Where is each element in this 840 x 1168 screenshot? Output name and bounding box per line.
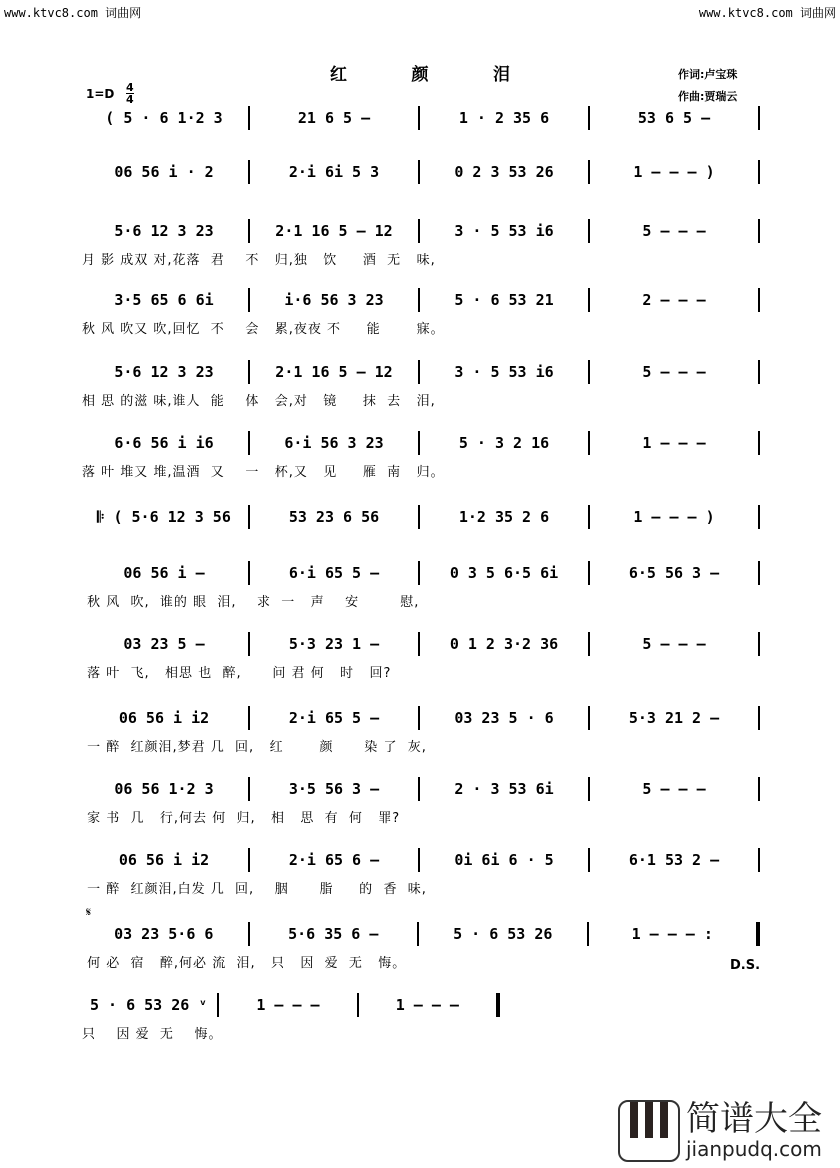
- measure: 5·6 35 6 –: [288, 925, 379, 943]
- bar-line: [758, 706, 760, 730]
- title-char: 泪: [493, 65, 510, 85]
- bar-line: [758, 431, 760, 455]
- measure: 6·i 65 5 –: [288, 564, 380, 582]
- measure: 06 56 1·2 3: [114, 780, 214, 798]
- segno-sign: 𝄋: [86, 905, 92, 919]
- bar-line: [758, 160, 760, 184]
- measure: 03 23 5 · 6: [454, 709, 554, 727]
- measure: 1 – – – ): [633, 508, 715, 526]
- measure: 03 23 5·6 6: [114, 925, 214, 943]
- piano-icon: [618, 1100, 680, 1162]
- measure: 53 23 6 56: [288, 508, 380, 526]
- measure: 21 6 5 –: [297, 109, 371, 127]
- lyric-line: 何 必 宿 醉,何必 流 泪, 只 因 爱 无 悔。: [82, 956, 407, 971]
- notation-line: [80, 706, 760, 730]
- measure: 6·6 56 i i6: [114, 434, 214, 452]
- measure: 06 56 i i2: [118, 709, 210, 727]
- notation-line: [80, 777, 760, 801]
- bar-line: [758, 561, 760, 585]
- measure: 5 – – –: [642, 222, 706, 240]
- notation-line: [80, 922, 760, 946]
- measure: 1 – – –: [642, 434, 706, 452]
- measure: 5 · 3 2 16: [458, 434, 550, 452]
- bar-line: [758, 848, 760, 872]
- lyric-line: 一 醉 红颜泪,梦君 几 回, 红 颜 染 了 灰,: [82, 740, 427, 755]
- measure: 2·i 65 5 –: [288, 709, 380, 727]
- bar-line: [758, 219, 760, 243]
- measure: 2·1 16 5 – 12: [275, 222, 393, 240]
- bar-line: [758, 505, 760, 529]
- measure: 5 · 6 53 26 ᵛ: [89, 996, 208, 1014]
- measure: 53 6 5 –: [637, 109, 711, 127]
- bar-line: [758, 106, 760, 130]
- measure: 6·i 56 3 23: [284, 434, 384, 452]
- lyricist: 作词:卢宝珠: [678, 68, 738, 81]
- bar-line: [496, 993, 500, 1017]
- measure: 6·1 53 2 –: [628, 851, 720, 869]
- measure: 06 56 i –: [123, 564, 205, 582]
- bar-line: [758, 632, 760, 656]
- measure: 1 – – –: [395, 996, 459, 1014]
- measure: 0 2 3 53 26: [454, 163, 554, 181]
- measure: i·6 56 3 23: [284, 291, 384, 309]
- measure: 0 3 5 6·5 6i: [449, 564, 559, 582]
- measure: ( 5 · 6 1·2 3: [105, 109, 223, 127]
- lyric-line: 落 叶 飞, 相思 也 醉, 问 君 何 时 回?: [82, 666, 392, 681]
- composer: 作曲:贾瑞云: [678, 90, 738, 103]
- measure: 3·5 65 6 6i: [114, 291, 214, 309]
- lyric-line: 相 思 的滋 味,谁人 能 体 会,对 镜 抹 去 泪,: [82, 394, 436, 409]
- time-sig-top: 4: [126, 81, 134, 94]
- dal-segno-mark: D.S.: [730, 958, 761, 973]
- measure: 𝄆 ( 5·6 12 3 56: [97, 508, 231, 526]
- lyric-line: 只 因 爱 无 悔。: [82, 1027, 223, 1042]
- notation-line: [80, 106, 760, 130]
- measure: 5·3 21 2 –: [628, 709, 720, 727]
- measure: 3 · 5 53 i6: [454, 222, 554, 240]
- time-signature: [126, 82, 134, 105]
- notation-line: [80, 993, 500, 1017]
- measure: 2 – – –: [642, 291, 706, 309]
- measure: 5 · 6 53 26: [453, 925, 553, 943]
- measure: 2 · 3 53 6i: [454, 780, 554, 798]
- measure: 2·1 16 5 – 12: [275, 363, 393, 381]
- measure: 5·3 23 1 –: [288, 635, 380, 653]
- lyric-line: 秋 风 吹又 吹,回忆 不 会 累,夜夜 不 能 寐。: [82, 322, 445, 337]
- measure: 5·6 12 3 23: [114, 222, 214, 240]
- measure: 06 56 i · 2: [114, 163, 214, 181]
- watermark-left: www.ktvc8.com 词曲网: [4, 6, 142, 20]
- bar-line: [758, 360, 760, 384]
- song-title: [330, 60, 510, 85]
- watermark-right: www.ktvc8.com 词曲网: [698, 6, 836, 20]
- notation-line: [80, 848, 760, 872]
- jianpudq-logo: [618, 1100, 822, 1162]
- notation-line: [80, 360, 760, 384]
- measure: 5 – – –: [642, 780, 706, 798]
- key-signature: 1=D: [86, 87, 115, 101]
- notation-line: [80, 160, 760, 184]
- notation-line: [80, 632, 760, 656]
- bar-line: [756, 922, 760, 946]
- title-char: 颜: [411, 65, 429, 85]
- lyric-line: 月 影 成双 对,花落 君 不 归,独 饮 酒 无 味,: [82, 253, 436, 268]
- time-sig-bottom: 4: [126, 93, 134, 106]
- notation-line: [80, 561, 760, 585]
- notation-line: [80, 505, 760, 529]
- measure: 1 – – – :: [631, 925, 713, 943]
- measure: 5 – – –: [642, 635, 706, 653]
- measure: 6·5 56 3 –: [628, 564, 720, 582]
- measure: 1 – – – ): [633, 163, 715, 181]
- measure: 3·5 56 3 –: [288, 780, 380, 798]
- bar-line: [758, 777, 760, 801]
- measure: 03 23 5 –: [123, 635, 205, 653]
- logo-en: jianpudq.com: [686, 1137, 822, 1161]
- bar-line: [758, 288, 760, 312]
- measure: 5·6 12 3 23: [114, 363, 214, 381]
- measure: 0i 6i 6 · 5: [454, 851, 554, 869]
- measure: 1 – – –: [256, 996, 320, 1014]
- lyric-line: 家 书 几 行,何去 何 归, 相 思 有 何 罪?: [82, 811, 401, 826]
- measure: 5 – – –: [642, 363, 706, 381]
- title-char: 红: [330, 65, 347, 85]
- measure: 5 · 6 53 21: [454, 291, 554, 309]
- lyric-line: 一 醉 红颜泪,白发 几 回, 胭 脂 的 香 味,: [82, 882, 427, 897]
- notation-line: [80, 288, 760, 312]
- notation-line: [80, 219, 760, 243]
- notation-line: [80, 431, 760, 455]
- measure: 0 1 2 3·2 36: [449, 635, 559, 653]
- measure: 3 · 5 53 i6: [454, 363, 554, 381]
- measure: 2·i 6i 5 3: [288, 163, 380, 181]
- measure: 1·2 35 2 6: [458, 508, 550, 526]
- lyric-line: 秋 风 吹, 谁的 眼 泪, 求 一 声 安 慰,: [82, 595, 420, 610]
- measure: 06 56 i i2: [118, 851, 210, 869]
- logo-cn: 简谱大全: [686, 1099, 822, 1139]
- measure: 1 · 2 35 6: [458, 109, 550, 127]
- measure: 2·i 65 6 –: [288, 851, 380, 869]
- lyric-line: 落 叶 堆又 堆,温酒 又 一 杯,又 见 雁 南 归。: [82, 465, 445, 480]
